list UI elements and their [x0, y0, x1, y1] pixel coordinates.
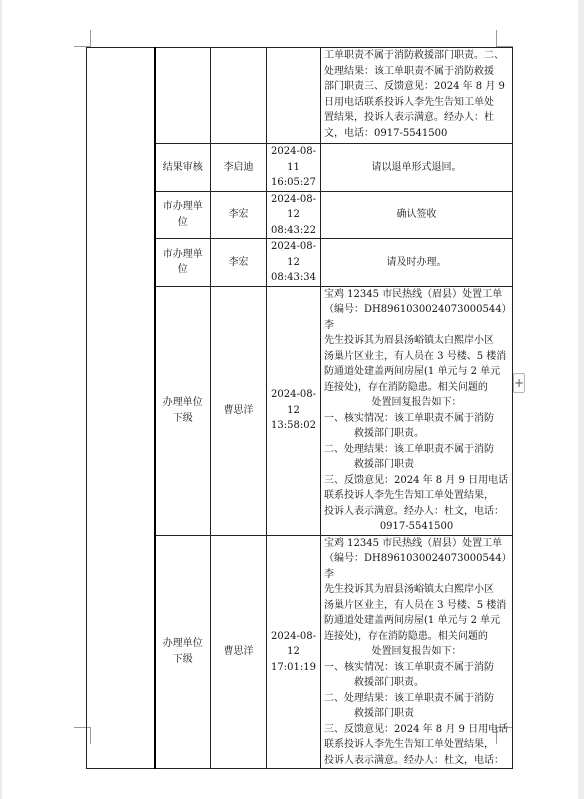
- link-cell: [155, 48, 211, 144]
- opinion-line: 先生投诉其为眉县汤峪镇太白熙岸小区: [324, 335, 494, 346]
- handler-cell: 曹思洋: [211, 535, 267, 769]
- link-cell: 市办理单位: [155, 191, 211, 239]
- time-clock: 16:05:27: [271, 177, 316, 188]
- opinion-line: 防通道处建盖两间房屋(1 单元与 2 单元: [324, 366, 501, 377]
- opinion-line: 二、处理结果：该工单职责不属于消防: [324, 443, 494, 455]
- opinion-line: 防通道处建盖两间房屋(1 单元与 2 单元: [324, 615, 501, 626]
- opinion-line: 汤巢片区业主，有人员在 3 号楼、5 楼消: [324, 350, 507, 362]
- time-date: 2024-08-: [271, 389, 316, 401]
- link-cell: 市办理单位: [155, 239, 211, 287]
- time-clock: 08:43:34: [271, 272, 316, 283]
- opinion-cell: 请以退单形式退回。: [321, 144, 513, 192]
- handler-cell: 李启迪: [211, 144, 267, 192]
- time-day: 12: [287, 209, 300, 220]
- opinion-line: 处置回复报告如下：: [371, 646, 462, 657]
- time-cell: [267, 144, 321, 192]
- opinion-line: 救援部门职责: [354, 459, 414, 470]
- document-page: [2, 0, 578, 799]
- time-date: 2024-08-: [271, 193, 316, 205]
- opinion-line: 联系投诉人李先生告知工单处置结果，: [324, 490, 494, 501]
- opinion-line: 先生投诉其为眉县汤峪镇太白熙岸小区: [324, 584, 494, 595]
- opinion-cell: [321, 286, 513, 535]
- opinion-cell: [321, 535, 513, 769]
- time-day: 12: [287, 256, 300, 268]
- opinion-cell: [321, 48, 513, 144]
- opinion-line: 日用电话联系投诉人李先生告知工单处: [324, 96, 494, 108]
- time-cell: [267, 48, 321, 144]
- opinion-line: 二、处理结果：该工单职责不属于消防: [324, 692, 494, 704]
- opinion-line: 救援部门职责。: [354, 428, 424, 439]
- link-cell: 结果审核: [155, 144, 211, 192]
- expand-plus-button[interactable]: +: [513, 373, 525, 393]
- opinion-line: 文，电话：0917-5541500: [324, 127, 448, 139]
- time-day: 12: [287, 646, 300, 657]
- opinion-line: 救援部门职责。: [354, 677, 424, 688]
- opinion-line: 宝鸡 12345 市民热线（眉县）处置工单: [324, 537, 503, 549]
- opinion-line: 连接处)，存在消防隐患。相关问题的: [324, 630, 488, 642]
- time-day: 11: [287, 161, 300, 173]
- time-cell: [267, 286, 321, 535]
- opinion-line: 联系投诉人李先生告知工单处置结果，: [324, 739, 494, 750]
- opinion-line: 一、核实情况：该工单职责不属于消防: [324, 412, 494, 424]
- time-clock: 17:01:19: [271, 661, 316, 673]
- opinion-cell: 请及时办理。: [321, 239, 513, 287]
- time-clock: 13:58:02: [271, 420, 316, 432]
- handler-cell: 李宏: [211, 191, 267, 239]
- time-day: 12: [287, 404, 300, 416]
- link-cell: 办理单位下级: [155, 535, 211, 769]
- opinion-line: 部门职责三、反馈意见：2024 年 8 月 9: [324, 81, 505, 92]
- time-cell: [267, 191, 321, 239]
- opinion-line: 处理结果：该工单职责不属于消防救援: [324, 65, 494, 77]
- opinion-line: 宝鸡 12345 市民热线（眉县）处置工单: [324, 288, 503, 300]
- time-date: 2024-08-: [271, 146, 316, 157]
- opinion-line: （编号：DH8961030024073000544）李: [324, 304, 507, 331]
- handler-cell: 曹思洋: [211, 286, 267, 535]
- opinion-line: 一、核实情况：该工单职责不属于消防: [324, 661, 494, 673]
- opinion-line: 三、反馈意见：2024 年 8 月 9 日用电话: [324, 723, 509, 735]
- table-row: [87, 48, 513, 144]
- crop-mark-top-left: [74, 30, 91, 47]
- opinion-line: 连接处)，存在消防隐患。相关问题的: [324, 381, 488, 393]
- opinion-line: 救援部门职责: [354, 708, 414, 719]
- time-date: 2024-08-: [271, 241, 316, 252]
- handler-cell: [211, 48, 267, 144]
- opinion-line: 投诉人表示满意。经办人：杜文，电话：: [324, 505, 504, 517]
- work-order-process-table: [86, 47, 513, 769]
- time-cell: [267, 535, 321, 769]
- time-clock: 08:43:22: [271, 224, 316, 236]
- time-cell: [267, 239, 321, 287]
- opinion-line: 汤巢片区业主，有人员在 3 号楼、5 楼消: [324, 599, 507, 611]
- opinion-line: 三、反馈意见：2024 年 8 月 9 日用电话: [324, 474, 509, 486]
- time-date: 2024-08-: [271, 630, 316, 642]
- opinion-line: 工单职责不属于消防救援部门职责。二、: [324, 50, 504, 61]
- opinion-line: 置结果，投诉人表示满意。经办人：杜: [324, 112, 494, 123]
- outer-merged-cell: [87, 48, 155, 769]
- handler-cell: 李宏: [211, 239, 267, 287]
- opinion-line: 处置回复报告如下：: [371, 397, 462, 408]
- opinion-cell: 确认签收: [321, 191, 513, 239]
- crop-mark-top-right: [496, 30, 513, 47]
- opinion-line: 投诉人表示满意。经办人：杜文，电话：: [324, 754, 504, 766]
- link-cell: 办理单位下级: [155, 286, 211, 535]
- opinion-line: （编号：DH8961030024073000544）李: [324, 553, 507, 580]
- opinion-line: 0917-5541500: [379, 521, 454, 532]
